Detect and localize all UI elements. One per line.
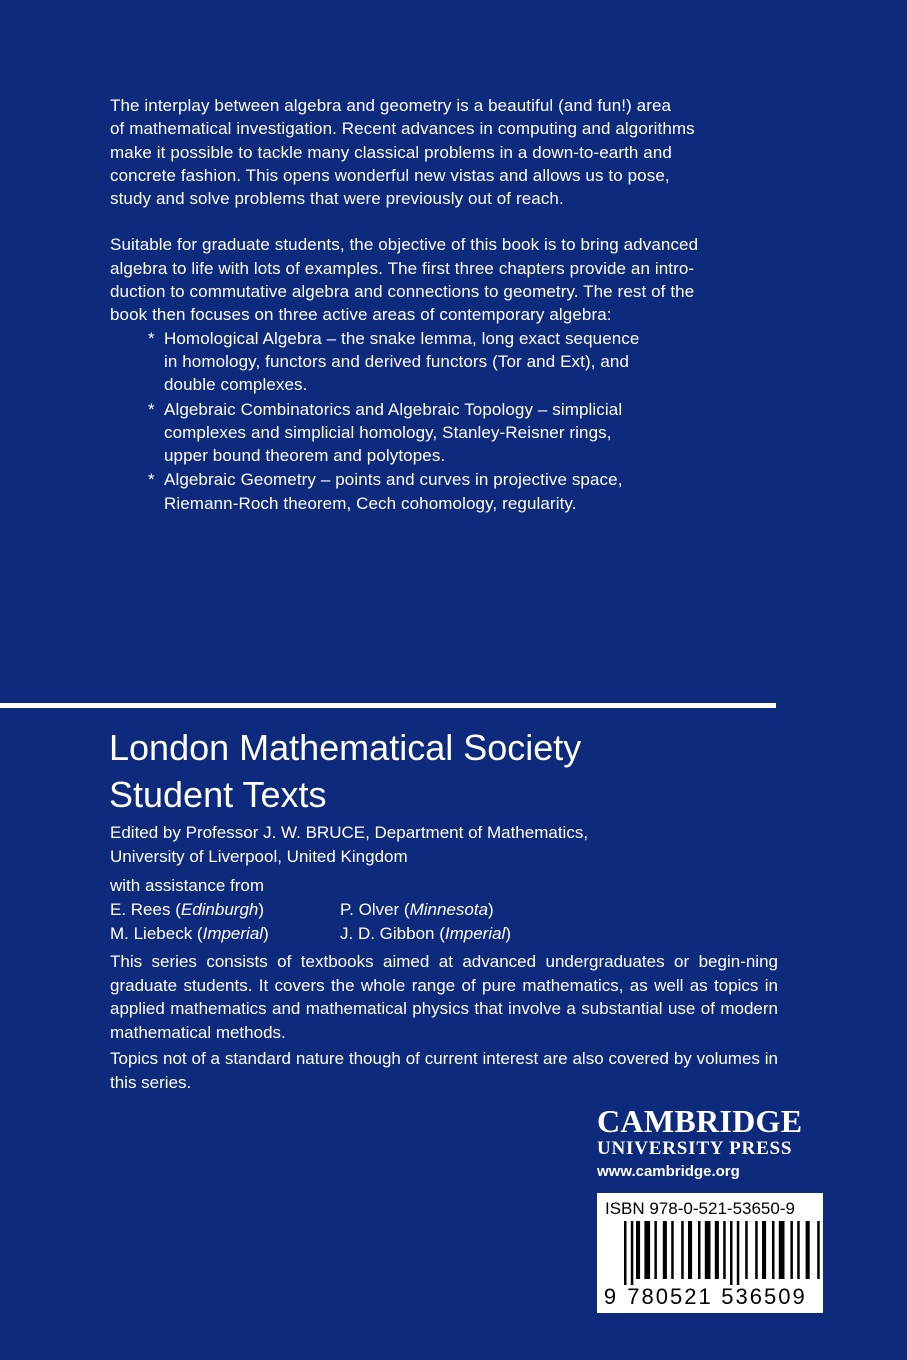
barcode-digits: 9 780521 536509 bbox=[603, 1284, 807, 1309]
bullet-marker: * bbox=[148, 470, 155, 490]
assistant-editor: P. Olver (Minnesota) bbox=[340, 900, 494, 919]
series-description-paragraph: This series consists of textbooks aimed at advanced undergraduates or begin-ning graduate students. It covers the whole range of pure mathematics, as well as topics in applied mathematics and mathematical physics that involve a substantial use of modern mathematical methods. bbox=[110, 952, 778, 1042]
bullet-marker: * bbox=[148, 399, 155, 419]
assistant-editors bbox=[110, 898, 511, 946]
publisher-logo bbox=[597, 1105, 823, 1182]
isbn-barcode-box bbox=[597, 1193, 823, 1313]
bullet-marker: * bbox=[148, 328, 155, 348]
blurb-paragraph-2: Suitable for graduate students, the objective of this book is to bring advanced algebra to life with lots of examples. The first three chapters provide an intro- duction to commutative algebra and connections to geometry. The rest of the book then focuses on three active areas of contemporary algebra: bbox=[110, 235, 699, 325]
series-title: London Mathematical Society Student Texts bbox=[109, 727, 582, 815]
publisher-url: www.cambridge.org bbox=[597, 1163, 740, 1180]
topic-list bbox=[110, 327, 782, 515]
back-cover-blurb bbox=[110, 94, 782, 516]
assistant-editor: J. D. Gibbon (Imperial) bbox=[340, 924, 512, 943]
assistant-row bbox=[110, 922, 511, 946]
publisher-press: UNIVERSITY PRESS bbox=[597, 1138, 793, 1159]
list-item: * Algebraic Combinatorics and Algebraic Topology – simplicial complexes and simplicial homology, Stanley-Reisner rings, upper bound theorem and polytopes. bbox=[148, 399, 623, 466]
blurb-paragraph-1: The interplay between algebra and geometry is a beautiful (and fun!) area of mathematical investigation. Recent advances in computing and algorithms make it possible to tackle many classical problems in a down-to-earth and concrete fashion. This opens wonderful new vistas and allows us to pose, study and solve problems that were previously out of reach. bbox=[110, 96, 695, 209]
assistant-row bbox=[110, 898, 511, 922]
assistance-label: with assistance from bbox=[110, 876, 264, 895]
series-editor: Edited by Professor J. W. BRUCE, Department of Mathematics, University of Liverpool, United Kingdom bbox=[110, 823, 589, 866]
barcode-icon bbox=[597, 1221, 823, 1285]
assistant-editor: M. Liebeck (Imperial) bbox=[110, 924, 269, 943]
publisher-name: CAMBRIDGE bbox=[597, 1103, 803, 1139]
list-item: * Homological Algebra – the snake lemma, long exact sequence in homology, functors and derived functors (Tor and Ext), and double complexes. bbox=[148, 328, 640, 395]
series-description-paragraph: Topics not of a standard nature though of current interest are also covered by volumes in this series. bbox=[110, 1049, 778, 1092]
list-item: * Algebraic Geometry – points and curves in projective space, Riemann-Roch theorem, Cech cohomology, regularity. bbox=[148, 470, 623, 513]
assistant-editor: E. Rees (Edinburgh) bbox=[110, 900, 265, 919]
isbn-label: ISBN 978-0-521-53650-9 bbox=[605, 1199, 795, 1218]
horizontal-divider bbox=[0, 703, 776, 708]
series-description bbox=[110, 950, 778, 1097]
